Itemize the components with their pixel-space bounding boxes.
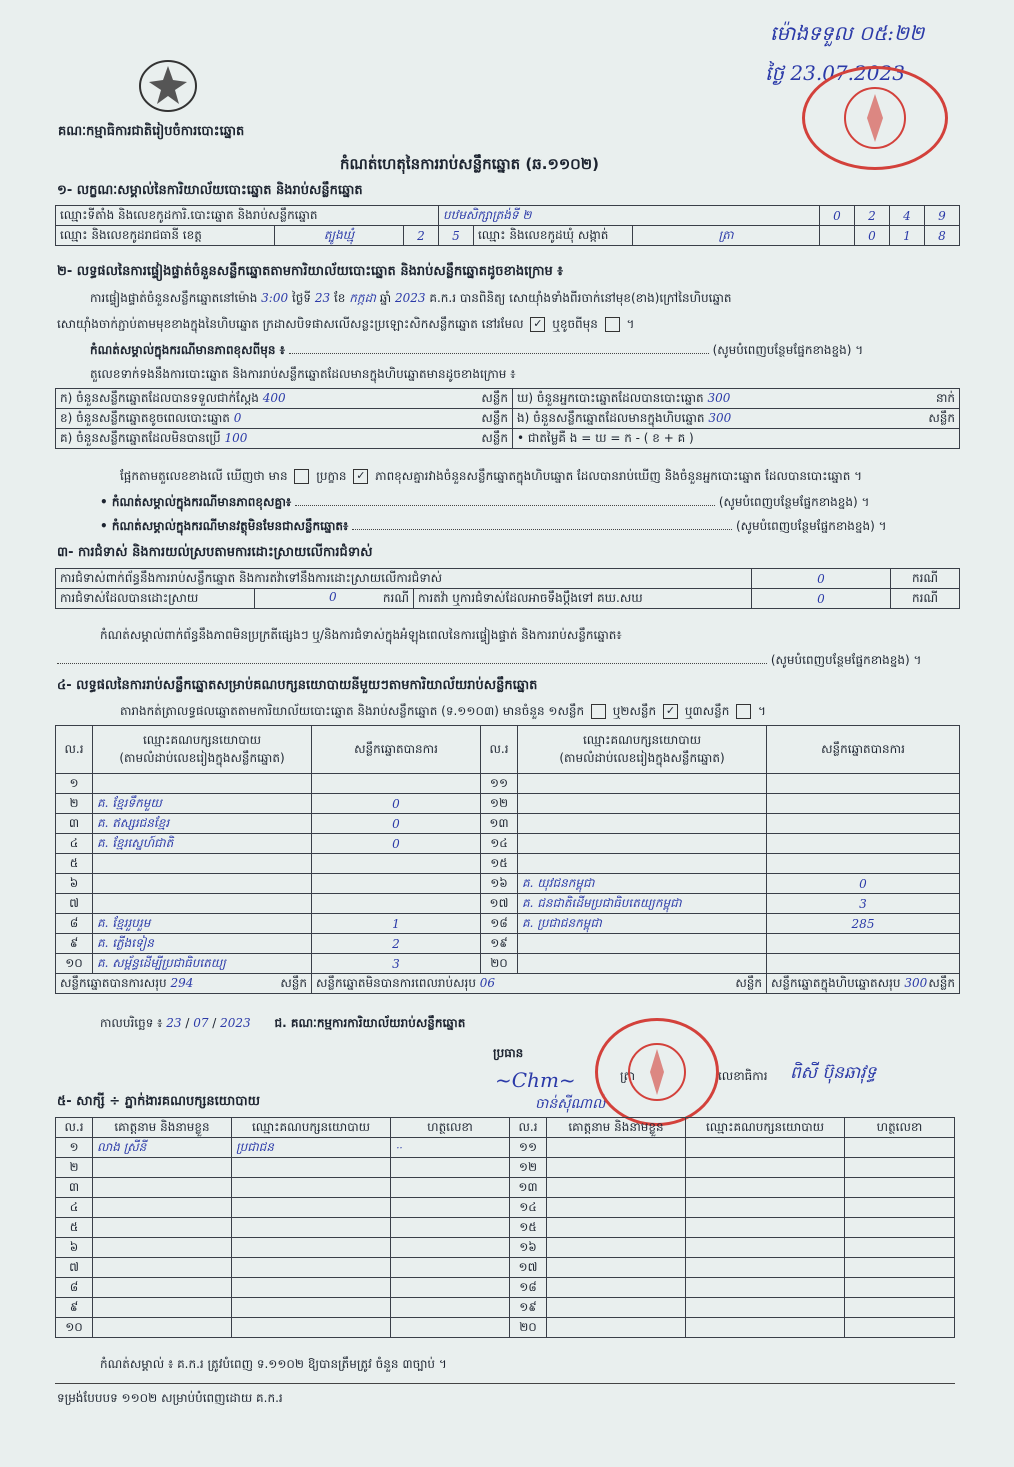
- table-row: [56, 914, 960, 934]
- witness-name: លាង ស្រីនី: [93, 1138, 232, 1158]
- secretary-signature: ពិសី ប៊ុនឆាវុទ្ធ: [790, 1063, 877, 1083]
- table-row: [56, 834, 960, 854]
- org-name: គណៈកម្មាធិការជាតិរៀបចំការបោះឆ្នោត: [58, 124, 245, 139]
- commune-name: ត្រា: [633, 226, 820, 246]
- party-name: [93, 854, 312, 874]
- commune-code-digit: 0: [855, 226, 890, 246]
- party-name: [518, 794, 767, 814]
- date-line: កាលបរិច្ឆេទ ៖ 23 / 07 / 2023 ជ. គណៈកម្មការការិយាល័យរាប់សន្លឹកឆ្នោត: [100, 1016, 466, 1030]
- row-number: ៣: [56, 814, 93, 834]
- party-votes: [767, 834, 960, 854]
- party-votes: [312, 854, 481, 874]
- party-name: [518, 934, 767, 954]
- party-name: គ. យុវជនកម្ពុជា: [518, 874, 767, 894]
- section3-heading: ៣- ការជំទាស់ និងការយល់ស្របតាមការដោះស្រាយលើការជំទាស់: [57, 545, 373, 560]
- party-votes: [312, 874, 481, 894]
- party-name: [518, 854, 767, 874]
- box-total: 300: [904, 975, 928, 990]
- witness-table: ល.រ គោត្តនាម និងនាមខ្លួន ឈ្មោះគណបក្សនយោបាយ ហត្ថលេខា ល.រ គោត្តនាម និងនាមខ្លួន ឈ្មោះគណបក្សនយោបាយ ហត្ថលេខា ១ លាង ស្រីនី ប្រជាជន ᐧᐧ ១១ ២ ១២ ៣ ១៣ ៤ ១៤ ៥ ១៥ ៦ ១៦ ៧ ១៧ ៨ ១៨ ៩ ១៩ ១០ ២០: [55, 1117, 955, 1338]
- witness-party: [232, 1318, 391, 1338]
- row-number: ២: [56, 1158, 93, 1178]
- witness-name: [93, 1318, 232, 1338]
- has-discrepancy-checkbox[interactable]: [294, 469, 309, 484]
- row-number: ១៤: [481, 834, 518, 854]
- two-sheets-checkbox[interactable]: ✓: [663, 704, 678, 719]
- province-name: ត្បូងឃ្មុំ: [275, 226, 404, 246]
- party-name: គ. ឥស្សរជនខ្មែរ: [93, 814, 312, 834]
- valid-total: 294: [170, 975, 194, 990]
- row-number: ៤: [56, 1198, 93, 1218]
- row-number: ១: [56, 1138, 93, 1158]
- verification-time: 3:00: [261, 291, 289, 305]
- row-number: ១៦: [510, 1238, 547, 1258]
- row-number: ១៤: [510, 1198, 547, 1218]
- row-number: ១១: [481, 774, 518, 794]
- objections-table: ការជំទាស់ពាក់ព័ន្ធនឹងការរាប់សន្លឹកឆ្នោត និងការតវ៉ាទៅនឹងការដោះស្រាយលើការជំទាស់ 0 ករណី ការជំទាស់ដែលបានដោះស្រាយ 0 ករណី ការតវ៉ា ឬការជំទាស់ដែលអាចទឹងប្តឹងទៅ គឃ.សឃ 0 ករណី: [55, 568, 960, 609]
- party-votes: 0: [312, 814, 481, 834]
- appeals-count: 0: [752, 589, 891, 609]
- witness-party: [232, 1178, 391, 1198]
- row-number: ១៨: [481, 914, 518, 934]
- row-number: ១៥: [481, 854, 518, 874]
- committee-label: ជ. គណៈកម្មការការិយាល័យរាប់សន្លឹកឆ្នោត: [274, 1016, 466, 1030]
- row-number: ៦: [56, 874, 93, 894]
- table-row: [56, 1278, 955, 1298]
- party-votes: 0: [312, 834, 481, 854]
- row-number: ១៦: [481, 874, 518, 894]
- row-number: ១០: [56, 1318, 93, 1338]
- witness-name: [93, 1218, 232, 1238]
- form-title: កំណត់ហេតុនៃការរាប់សន្លឹកឆ្នោត (ឆ.១១០២): [340, 155, 600, 173]
- commune-code-digit: 1: [890, 226, 925, 246]
- row-number: ៨: [56, 1278, 93, 1298]
- section1-table: [55, 205, 960, 246]
- table-row: [56, 794, 960, 814]
- section4-intro: តារាងកត់ត្រាលទ្ធផលឆ្នោតតាមការិយាល័យបោះឆ្នោត និងរាប់សន្លឹកឆ្នោត (ទ.១១០៣) មានចំនួន ១សន្លឹក ឬ២សន្លឹក ✓ ឬ៣សន្លឹក ។: [120, 704, 766, 718]
- witness-party: [232, 1158, 391, 1178]
- party-name: គ. ប្រជាជនកម្ពុជា: [518, 914, 767, 934]
- party-votes: 0: [312, 794, 481, 814]
- party-name: [518, 774, 767, 794]
- ballot-figures-table: ក) ចំនួនសន្លឹកឆ្នោតដែលបានទទួលជាក់ស្តែង 400 សន្លឹក ឃ) ចំនួនអ្នកបោះឆ្នោតដែលបានបោះឆ្នោត 300 នាក់ ខ) ចំនួនសន្លឹកឆ្នោតខូចពេលបោះឆ្នោត 0 សន្លឹក ង) ចំនួនសន្លឹកឆ្នោតដែលមានក្នុងហិបឆ្នោត 300 សន្លឹក គ) ចំនួនសន្លឹកឆ្នោតដែលមិនបានប្រើ 100 សន្លឹក • ជាតម្លៃគឺ ង = ឃ = ក - ( ខ + គ ): [55, 388, 960, 449]
- table-row: [56, 874, 960, 894]
- row-number: ១២: [481, 794, 518, 814]
- president-label: ប្រធាន: [493, 1046, 524, 1060]
- ballots-spoiled: 0: [233, 410, 242, 425]
- row-number: ២០: [481, 954, 518, 974]
- irregularity-note-line: (សូមបំពេញបន្ថែមផ្នែកខាងខ្នង) ។: [57, 652, 957, 670]
- voters-voted: 300: [707, 390, 731, 405]
- verification-paragraph: ការផ្ទៀងផ្ទាត់ចំនួនសន្លឹកឆ្នោតនៅម៉ោង 3:00 ថ្ងៃទី 23 ខែ កក្កដា ឆ្នាំ 2023 គ.ក.រ បានពិនិត្យ សោយ៉ាំងទាំងពីរចាក់នៅមុខ(ខាង)ក្រៅនៃហិបឆ្នោត: [90, 291, 732, 305]
- party-votes: [767, 794, 960, 814]
- witness-party: [232, 1218, 391, 1238]
- row-number: ១៧: [481, 894, 518, 914]
- irregularity-note: កំណត់សម្គាល់ពាក់ព័ន្ធនឹងភាពមិនប្រក្រតីផ្សេងៗ ឬ/និងការជំទាស់ក្នុងអំឡុងពេលនៃការផ្ទៀងផ្ទាត់ និងការរាប់សន្លឹកឆ្នោត៖: [100, 628, 622, 642]
- station-code-digit: 9: [925, 206, 960, 226]
- province-code-digit: 5: [439, 226, 474, 246]
- row-number: ១៨: [510, 1278, 547, 1298]
- station-code-digit: 0: [820, 206, 855, 226]
- witness-signature: [391, 1198, 510, 1218]
- table-row: [56, 1318, 955, 1338]
- row-number: ៩: [56, 934, 93, 954]
- province-label: ឈ្មោះ និងលេខកូដរាជធានី ខេត្ត: [56, 226, 275, 246]
- president-signature: ~Chm~: [495, 1068, 576, 1092]
- emblem-logo: [137, 58, 199, 114]
- party-votes: [767, 854, 960, 874]
- table-row: [56, 934, 960, 954]
- row-number: ១៣: [510, 1178, 547, 1198]
- witness-party: ប្រជាជន: [232, 1138, 391, 1158]
- table-row: [56, 1138, 955, 1158]
- ballots-in-box: 300: [708, 410, 732, 425]
- table-row: [56, 1218, 955, 1238]
- party-votes: 3: [312, 954, 481, 974]
- witness-signature: [391, 1318, 510, 1338]
- row-number: ១២: [510, 1158, 547, 1178]
- party-name: [93, 774, 312, 794]
- form-footer: ទម្រង់បែបបទ ១១០២ សម្រាប់បំពេញដោយ គ.ក.រ: [57, 1391, 283, 1405]
- row-number: ១៧: [510, 1258, 547, 1278]
- table-row: [56, 954, 960, 974]
- verification-month: កក្កដា: [349, 291, 376, 305]
- results-table: ល.រ ឈ្មោះគណបក្សនយោបាយ (តាមលំដាប់លេខរៀងក្នុងសន្លឹកឆ្នោត) សន្លឹកឆ្នោតបានការ ល.រ ឈ្មោះគណបក្សនយោបាយ (តាមលំដាប់លេខរៀងក្នុងសន្លឹកឆ្នោត) សន្លឹកឆ្នោតបានការ ១ ១១ ២ គ. ខ្មែរទឹកមួយ 0 ១២ ៣ គ. ឥស្សរជនខ្មែរ 0 ១៣ ៤ គ. ខ្មែរស្នេហ៍ជាតិ 0 ១៤ ៥ ១៥ ៦ ១៦ គ. យុវជនកម្ពុជា 0 ៧ ១៧ គ. ជនជាតិដើមប្រជាធិបតេយ្យកម្ពុជា 3 ៨ គ. ខ្មែររួបរួម 1 ១៨ គ. ប្រជាជនកម្ពុជា 285 ៩ គ. ភ្លើងទៀន 2 ១៩ ១០ គ. សម្ព័ន្ធដើម្បីប្រជាធិបតេយ្យ 3 ២០ សន្លឹកឆ្នោតបានការសរុប 294 សន្លឹក សន្លឹកឆ្នោតមិនបានការពេលរាប់សរុប 06 សន្លឹក សន្លឹកឆ្នោតក្នុងហិបឆ្នោតសរុប 300 សន្លឹក: [55, 725, 960, 994]
- row-number: ៧: [56, 894, 93, 914]
- party-votes: [767, 774, 960, 794]
- party-votes: [767, 954, 960, 974]
- table-row: [56, 1198, 955, 1218]
- witness-signature: [391, 1298, 510, 1318]
- commune-code-digit: 8: [925, 226, 960, 246]
- table-row: [56, 1178, 955, 1198]
- damaged-checkbox[interactable]: [605, 317, 620, 332]
- witness-party: [232, 1258, 391, 1278]
- no-discrepancy-checkbox[interactable]: ✓: [353, 469, 368, 484]
- witness-name: [93, 1178, 232, 1198]
- row-number: ១៩: [510, 1298, 547, 1318]
- station-code-digit: 2: [855, 206, 890, 226]
- seal-label: ត្រា: [620, 1069, 635, 1083]
- polling-station-name: បឋមសិក្សាត្រង់ទី ២: [439, 206, 820, 226]
- table-row: [56, 1258, 955, 1278]
- section1-heading: ១- លក្ខណៈសម្គាល់នៃការិយាល័យបោះឆ្នោត និងរាប់សន្លឹកឆ្នោត: [57, 183, 363, 198]
- seal-paragraph: សោយ៉ាំងចាក់ភ្ជាប់តាមមុខខាងក្នុងនៃហិបឆ្នោត ក្រដាសបិទផាសលើសន្លះប្រឡោះសិកសន្លឹកឆ្នោត នៅរមែល ✓ ឬខូចពីមុន ។: [57, 317, 635, 331]
- party-name: [518, 814, 767, 834]
- party-votes: [767, 814, 960, 834]
- secretary-label: លេខាធិការ: [718, 1069, 768, 1083]
- table-row: [56, 854, 960, 874]
- witness-name: [93, 1258, 232, 1278]
- official-stamp-top: [802, 66, 948, 170]
- note-foreign-object: • កំណត់សម្គាល់ក្នុងករណីមានវត្ថុមិនមែនជាសន្លឹកឆ្នោត៖ (សូមបំពេញបន្ថែមផ្នែកខាងខ្នង) ។: [100, 519, 887, 533]
- row-number: ១: [56, 774, 93, 794]
- party-name: គ. ខ្មែរស្នេហ៍ជាតិ: [93, 834, 312, 854]
- table-row: [56, 1298, 955, 1318]
- province-code-digit: 2: [404, 226, 439, 246]
- party-name: គ. ជនជាតិដើមប្រជាធិបតេយ្យកម្ពុជា: [518, 894, 767, 914]
- party-votes: [767, 934, 960, 954]
- row-number: ៥: [56, 854, 93, 874]
- section5-heading: ៥- សាក្សី ÷ ភ្នាក់ងារគណបក្សនយោបាយ: [57, 1094, 260, 1109]
- witness-signature: [391, 1258, 510, 1278]
- party-votes: 285: [767, 914, 960, 934]
- party-votes: [312, 774, 481, 794]
- party-name: [93, 894, 312, 914]
- table-row: [56, 894, 960, 914]
- witness-name: [93, 1298, 232, 1318]
- table-row: [56, 1158, 955, 1178]
- row-number: ៤: [56, 834, 93, 854]
- verification-year: 2023: [394, 291, 426, 305]
- section4-heading: ៤- លទ្ធផលនៃការរាប់សន្លឹកឆ្នោតសម្រាប់គណបក្សនយោបាយនីមួយៗតាមការិយាល័យរាប់សន្លឹកឆ្នោត: [57, 678, 538, 693]
- footer-divider: [55, 1383, 955, 1384]
- party-name: គ. ខ្មែររួបរួម: [93, 914, 312, 934]
- formula: • ជាតម្លៃគឺ ង = ឃ = ក - ( ខ + គ ): [513, 429, 960, 449]
- row-number: ១១: [510, 1138, 547, 1158]
- witness-name: [93, 1158, 232, 1178]
- party-votes: [312, 894, 481, 914]
- row-number: ២: [56, 794, 93, 814]
- handwritten-received-time: ម៉ោងទទួល ០៥:២២: [770, 21, 925, 45]
- three-sheets-checkbox[interactable]: [736, 704, 751, 719]
- section2-heading: ២- លទ្ធផលនៃការផ្ទៀងផ្ទាត់ចំនួនសន្លឹកឆ្នោតតាមការិយាល័យបោះឆ្នោត និងរាប់សន្លឹកឆ្នោតដូចខាងក្រោម ៖: [57, 264, 563, 279]
- witness-party: [232, 1238, 391, 1258]
- witness-party: [232, 1198, 391, 1218]
- party-name: [93, 874, 312, 894]
- note-different: កំណត់សម្គាល់ក្នុងករណីមានភាពខុសពីមុន ៖ (សូមបំពេញបន្ថែមផ្នែកខាងខ្នង) ។: [90, 343, 864, 357]
- row-number: ១៣: [481, 814, 518, 834]
- table-row: [56, 814, 960, 834]
- ballots-unused: 100: [224, 430, 248, 445]
- row-number: ៥: [56, 1218, 93, 1238]
- verification-day: 23: [314, 291, 331, 305]
- witness-signature: ᐧᐧ: [391, 1138, 510, 1158]
- party-name: [518, 954, 767, 974]
- figures-intro: តួលេខទាក់ទងនឹងការបោះឆ្នោត និងការរាប់សន្លឹកឆ្នោតដែលមានក្នុងហិបឆ្នោតមានដូចខាងក្រោម ៖: [90, 367, 516, 381]
- party-name: គ. ភ្លើងទៀន: [93, 934, 312, 954]
- discrepancy-check: ផ្អែកតាមតួលេខខាងលើ ឃើញថា មាន ប្រក្ខាន ✓ ភាពខុសគ្នារវាងចំនួនសន្លឹកឆ្នោតក្នុងហិបឆ្នោត ដែលបានរាប់ឃើញ និងចំនួនអ្នកបោះឆ្នោត ដែលបានបោះឆ្នោត ។: [120, 469, 863, 483]
- party-votes: 1: [312, 914, 481, 934]
- ballots-received: 400: [262, 390, 286, 405]
- date-month: 07: [193, 1016, 209, 1030]
- row-number: ២០: [510, 1318, 547, 1338]
- row-number: ១០: [56, 954, 93, 974]
- date-year: 2023: [220, 1016, 251, 1030]
- table-row: [56, 1238, 955, 1258]
- party-name: គ. ខ្មែរទឹកមួយ: [93, 794, 312, 814]
- one-sheet-checkbox[interactable]: [591, 704, 606, 719]
- witness-signature: [391, 1218, 510, 1238]
- row-number: ៣: [56, 1178, 93, 1198]
- table-row: [56, 774, 960, 794]
- row-number: ៩: [56, 1298, 93, 1318]
- station-code-digit: 4: [890, 206, 925, 226]
- party-votes: 0: [767, 874, 960, 894]
- polling-station-label: ឈ្មោះទីតាំង និងលេខកូដការិ.បោះឆ្នោត និងរាប់សន្លឹកឆ្នោត: [56, 206, 439, 226]
- row-number: ១៥: [510, 1218, 547, 1238]
- witness-name: [93, 1278, 232, 1298]
- row-number: ៨: [56, 914, 93, 934]
- official-stamp-committee: [595, 1018, 719, 1126]
- witness-signature: [391, 1158, 510, 1178]
- row-number: ៦: [56, 1238, 93, 1258]
- row-number: ៧: [56, 1258, 93, 1278]
- witness-signature: [391, 1178, 510, 1198]
- date-day: 23: [166, 1016, 182, 1030]
- witness-name: [93, 1198, 232, 1218]
- president-name: ចាន់ស៊ីណាល់: [535, 1096, 606, 1112]
- objections-count: 0: [752, 569, 891, 589]
- witness-signature: [391, 1278, 510, 1298]
- witness-party: [232, 1298, 391, 1318]
- note-discrepancy: • កំណត់សម្គាល់ក្នុងករណីមានភាពខុសគ្នា៖ (សូមបំពេញបន្ថែមផ្នែកខាងខ្នង) ។: [100, 495, 870, 509]
- party-name: [518, 834, 767, 854]
- witness-name: [93, 1238, 232, 1258]
- party-votes: 2: [312, 934, 481, 954]
- handwritten-received-date: ថ្ងៃ 23.07.2023: [765, 61, 905, 85]
- resolved-count: 0: [329, 589, 337, 604]
- invalid-total: 06: [479, 975, 496, 990]
- intact-checkbox[interactable]: ✓: [530, 317, 545, 332]
- party-name: គ. សម្ព័ន្ធដើម្បីប្រជាធិបតេយ្យ: [93, 954, 312, 974]
- commune-label: ឈ្មោះ និងលេខកូដឃុំ សង្កាត់: [474, 226, 633, 246]
- witness-party: [232, 1278, 391, 1298]
- party-votes: 3: [767, 894, 960, 914]
- witness-signature: [391, 1238, 510, 1258]
- row-number: ១៩: [481, 934, 518, 954]
- bottom-note: កំណត់សម្គាល់ ៖ គ.ក.រ ត្រូវបំពេញ ទ.១១០២ ឱ្យបានត្រឹមត្រូវ ចំនួន ៣ច្បាប់ ។: [100, 1357, 447, 1371]
